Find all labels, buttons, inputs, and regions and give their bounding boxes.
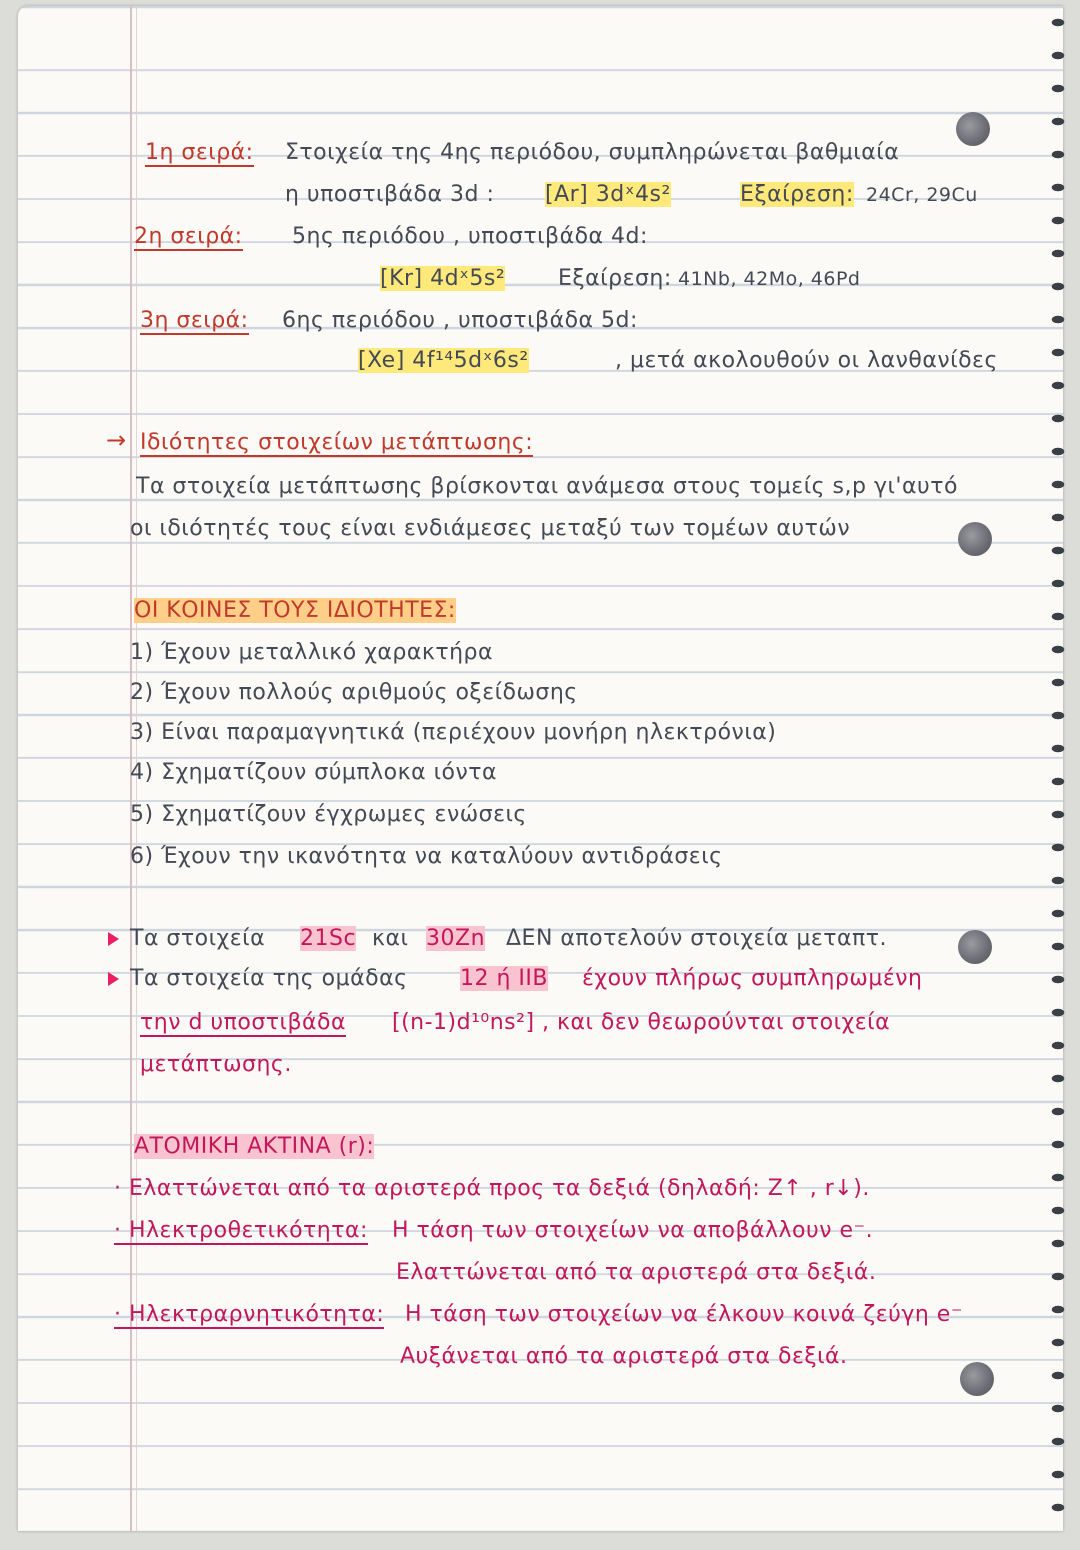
note1-text-a: Τα στοιχεία [130, 926, 266, 951]
note2-line2a: την d υποστιβάδα [140, 1010, 346, 1035]
atomic-heading: ΑΤΟΜΙΚΗ ΑΚΤΙΝΑ (r): [134, 1134, 375, 1159]
atomic-line2-text: Η τάση των στοιχείων να αποβάλλουν e⁻. [392, 1218, 874, 1243]
series-3-after: , μετά ακολουθούν οι λανθανίδες [615, 348, 998, 373]
bullet-icon [108, 972, 119, 986]
properties-line2: οι ιδιότητές τους είναι ενδιάμεσες μεταξύ των τομέων αυτών [130, 516, 851, 541]
note1-zn: 30Zn [426, 926, 486, 951]
note1-sc: 21Sc [300, 926, 357, 951]
note1-text-c: ΔΕΝ αποτελούν στοιχεία μεταπτ. [506, 926, 887, 951]
bullet-icon [108, 932, 119, 946]
series-3-label: 3η σειρά: [140, 308, 249, 333]
common-item: 2) Έχουν πολλούς αριθμούς οξείδωσης [130, 680, 578, 705]
atomic-line4-label: · Ηλεκτραρνητικότητα: [114, 1302, 385, 1327]
spiral-binding [1045, 6, 1071, 1531]
properties-heading: Ιδιότητες στοιχείων μετάπτωσης: [140, 430, 534, 455]
atomic-line3: Ελαττώνεται από τα αριστερά στα δεξιά. [396, 1260, 877, 1285]
series-1-label: 1η σειρά: [145, 140, 254, 165]
note2-line3: μετάπτωσης. [140, 1052, 292, 1077]
series-2-config: [Kr] 4dˣ5s² [380, 266, 506, 291]
common-item: 4) Σχηματίζουν σύμπλοκα ιόντα [130, 760, 498, 785]
series-1-line1: Στοιχεία της 4ης περιόδου, συμπληρώνεται βαθμιαία [285, 140, 900, 165]
common-item: 6) Έχουν την ικανότητα να καταλύουν αντιδράσεις [130, 844, 723, 869]
punch-hole-1 [956, 112, 990, 146]
note2-group: 12 ή IIB [460, 966, 548, 991]
common-item: 1) Έχουν μεταλλικό χαρακτήρα [130, 640, 494, 665]
note1-text-b: και [372, 926, 409, 951]
note2-line2b: [(n-1)d¹⁰ns²] , και δεν θεωρούνται στοιχεία [392, 1010, 891, 1035]
atomic-line4-text: Η τάση των στοιχείων να έλκουν κοινά ζεύγη e⁻ [405, 1302, 963, 1327]
series-1-config: [Ar] 3dˣ4s² [545, 182, 671, 207]
series-1-exception-values: 24Cr, 29Cu [866, 184, 978, 206]
series-1-line2: η υποστιβάδα 3d : [285, 182, 495, 207]
atomic-line1: · Ελαττώνεται από τα αριστερά προς τα δεξιά (δηλαδή: Z↑ , r↓). [114, 1176, 870, 1201]
series-3-line1: 6ης περιόδου , υποστιβάδα 5d: [282, 308, 638, 333]
punch-hole-2 [958, 522, 992, 556]
arrow-icon: → [106, 426, 127, 454]
properties-line1: Τα στοιχεία μετάπτωσης βρίσκονται ανάμεσα στους τομείς s,p γι'αυτό [136, 474, 958, 499]
punch-hole-3 [958, 930, 992, 964]
punch-hole-4 [960, 1362, 994, 1396]
note2-text-b: έχουν πλήρως συμπληρωμένη [582, 966, 923, 991]
atomic-line2-label: · Ηλεκτροθετικότητα: [114, 1218, 368, 1243]
series-3-config: [Xe] 4f¹⁴5dˣ6s² [358, 348, 529, 373]
series-2-line1: 5ης περιόδου , υποστιβάδα 4d: [292, 224, 648, 249]
series-2-exception: Εξαίρεση: [558, 266, 672, 291]
series-2-label: 2η σειρά: [134, 224, 243, 249]
series-1-exception: Εξαίρεση: [740, 182, 854, 207]
common-item: 5) Σχηματίζουν έγχρωμες ενώσεις [130, 802, 527, 827]
common-heading: ΟΙ ΚΟΙΝΕΣ ΤΟΥΣ ΙΔΙΟΤΗΤΕΣ: [134, 598, 456, 623]
common-item: 3) Είναι παραμαγνητικά (περιέχουν μονήρη ηλεκτρόνια) [130, 720, 777, 745]
note2-text-a: Τα στοιχεία της ομάδας [130, 966, 408, 991]
atomic-line5: Αυξάνεται από τα αριστερά στα δεξιά. [400, 1344, 848, 1369]
series-2-exception-values: 41Nb, 42Mo, 46Pd [678, 268, 861, 290]
